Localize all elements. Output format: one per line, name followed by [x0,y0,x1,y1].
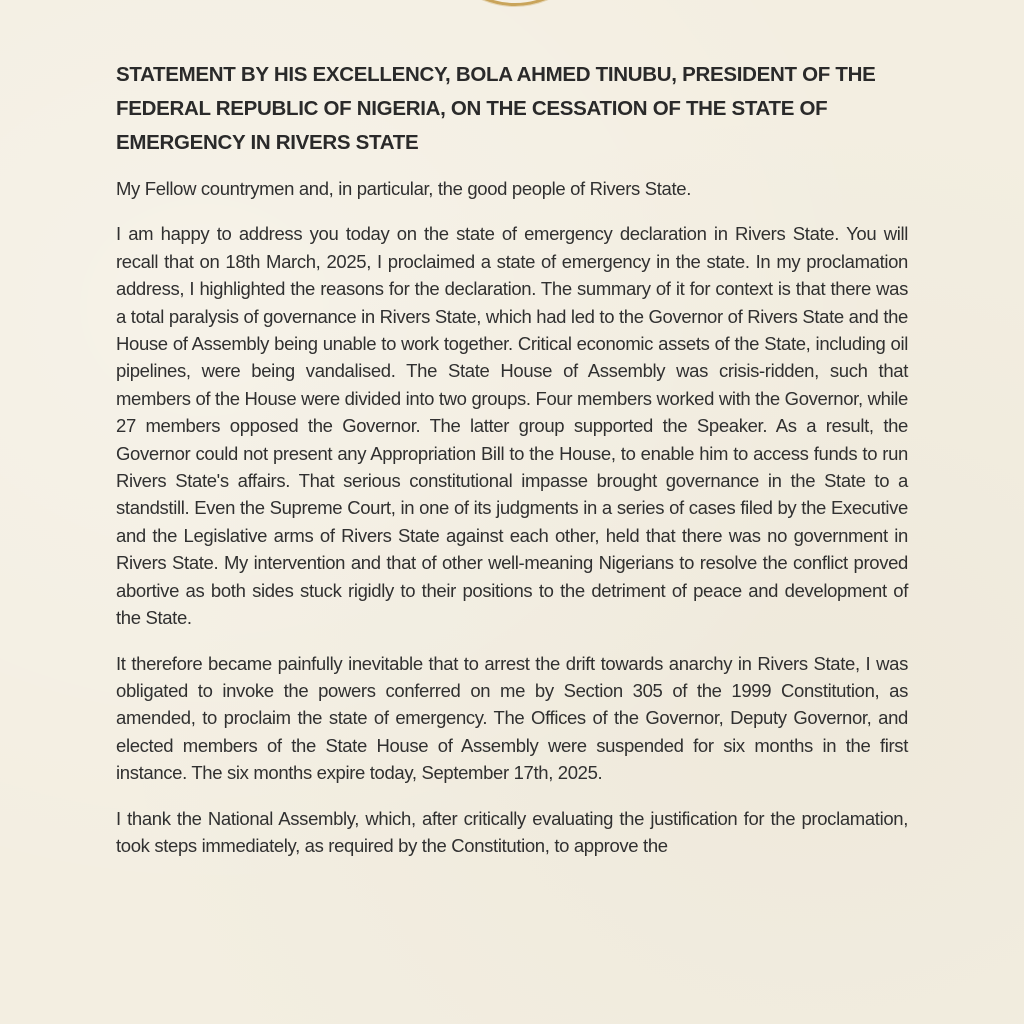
statement-title: STATEMENT BY HIS EXCELLENCY, BOLA AHMED TINUBU, PRESIDENT OF THE FEDERAL REPUBLIC OF NIGERIA, ON THE CESSATION OF THE STATE OF EMERGENCY IN RIVERS STATE [116,63,876,154]
paragraph-3: I thank the National Assembly, which, after critically evaluating the justification for the proclamation, took steps immediately, as required by the Constitution, to approve the [116,807,908,856]
seal-emblem [432,0,598,6]
statement-document [116,58,908,877]
paragraph-1: I am happy to address you today on the state of emergency declaration in Rivers State. You will recall that on 18th March, 2025, I proclaimed a state of emergency in the state. In my proclamation address, I highlighted the reasons for the declaration. The summary of it for context is that there was a total paralysis of governance in Rivers State, which had led to the Governor of Rivers State and the House of Assembly being unable to work together. Critical economic assets of the State, including oil pipelines, were being vandalised. The State House of Assembly was crisis-ridden, such that members of the House were divided into two groups. Four members worked with the Governor, while 27 members opposed the Governor. The latter group supported the Speaker. As a result, the Governor could not present any Appropriation Bill to the House, to enable him to access funds to run Rivers State's affairs. That serious constitutional impasse brought governance in the State to a standstill. Even the Supreme Court, in one of its judgments in a series of cases filed by the Executive and the Legislative arms of Rivers State against each other, held that there was no government in Rivers State. My intervention and that of other well-meaning Nigerians to resolve the conflict proved abortive as both sides stuck rigidly to their positions to the detriment of peace and development of the State. [116,223,908,629]
salutation: My Fellow countrymen and, in particular, the good people of Rivers State. [116,178,691,199]
paragraph-2: It therefore became painfully inevitable that to arrest the drift towards anarchy in Rivers State, I was obligated to invoke the powers conferred on me by Section 305 of the 1999 Constitution, as amended, to proclaim the state of emergency. The Offices of the Governor, Deputy Governor, and elected members of the State House of Assembly were suspended for six months in the first instance. The six months expire today, September 17th, 2025. [116,652,908,784]
